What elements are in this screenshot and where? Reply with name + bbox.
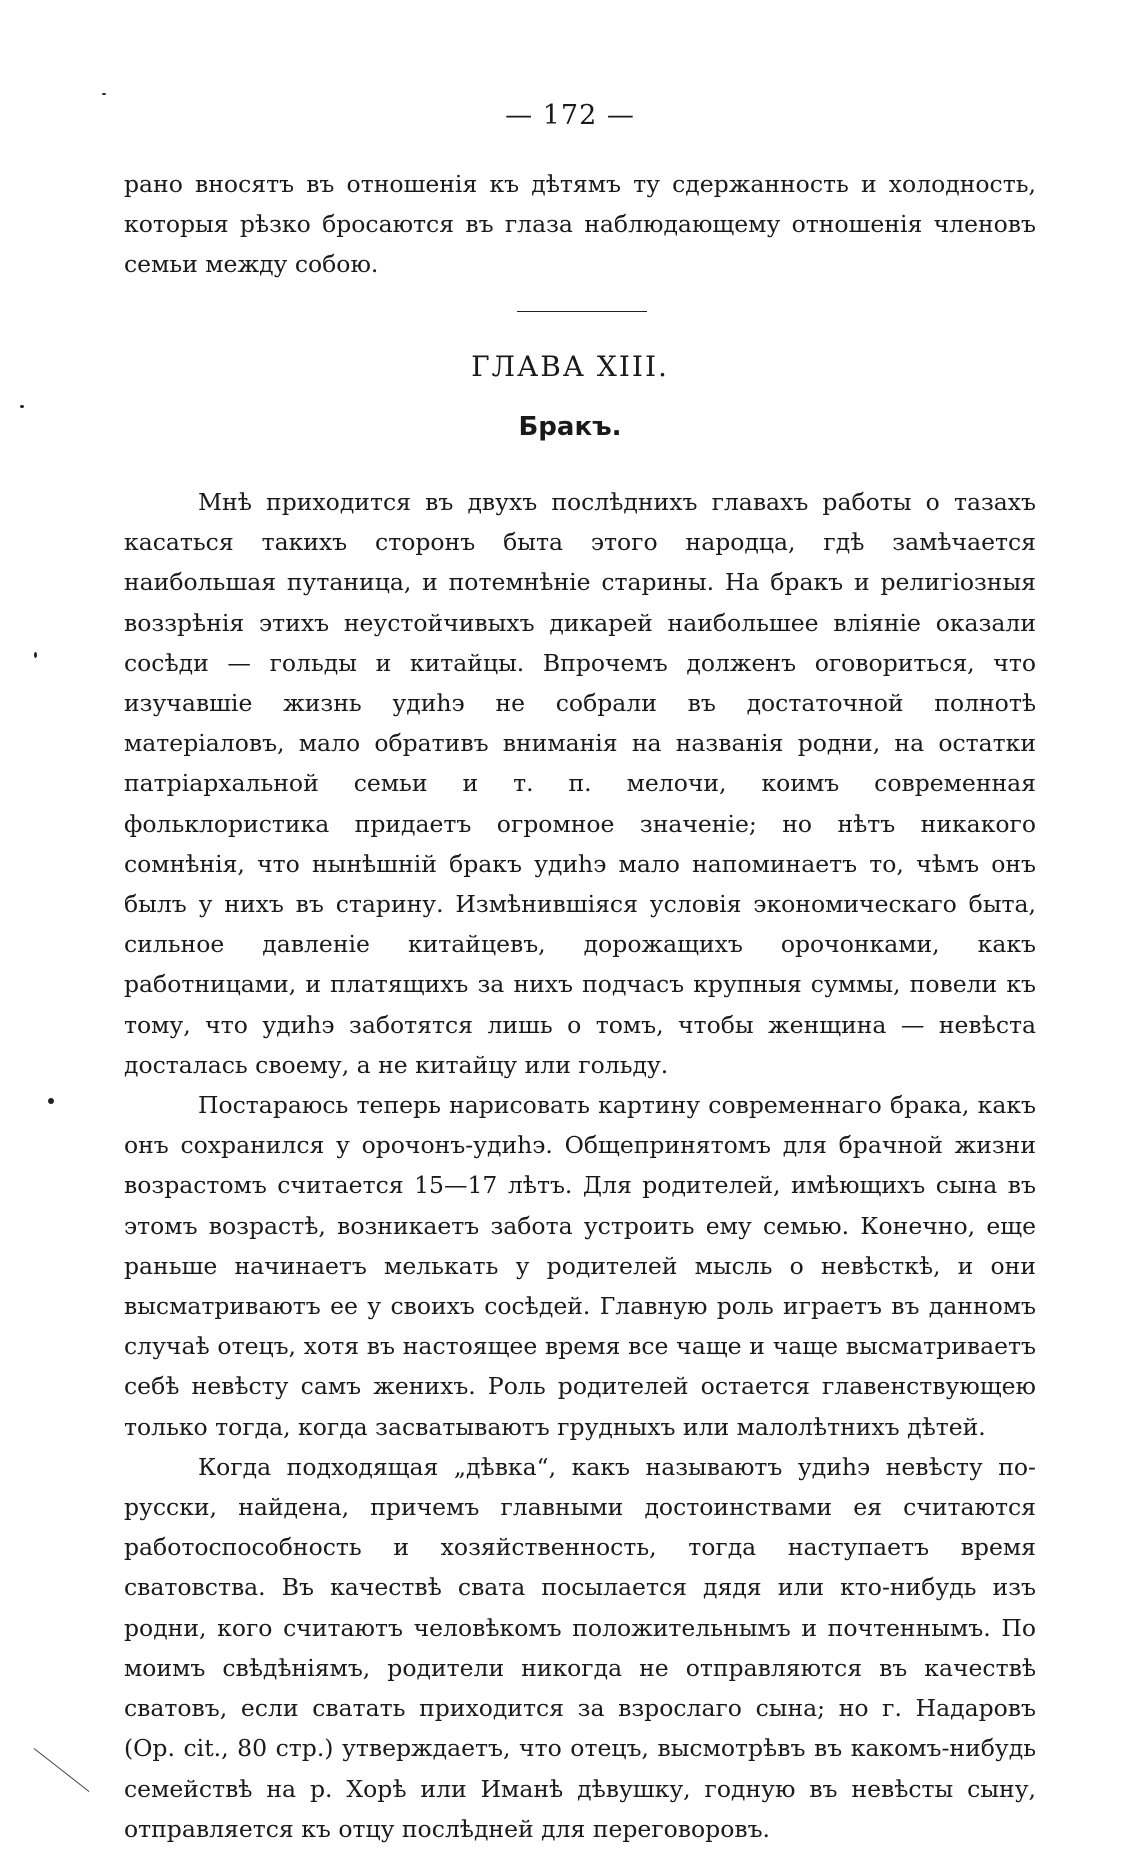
chapter-title: ГЛАВА XIII. [471, 350, 669, 383]
continuation-text: рано вносятъ въ отношенія къ дѣтямъ ту сдержанность и холодность, которыя рѣзко бросаются въ глаза наблюдающему отношенія членовъ семьи между собою. [124, 170, 1036, 279]
scan-speck [102, 93, 106, 95]
scan-speck [48, 1098, 54, 1104]
section-divider [517, 311, 647, 312]
scan-edge-mark [34, 1748, 90, 1792]
section-title: Бракъ. [518, 412, 622, 442]
continuation-paragraph [124, 164, 1036, 285]
chapter-body [124, 482, 1036, 1849]
page-number: — 172 — [505, 100, 635, 131]
paragraph: Когда подходящая „дѣвка“, какъ называютъ удиһэ невѣсту по-русски, найдена, причемъ главными достоинствами ея считаются работоспособность и хозяйственность, тогда наступаетъ время сватовства. Въ качествѣ свата посылается дядя или кто-нибудь изъ родни, кого считаютъ человѣкомъ положительнымъ и почтеннымъ. По моимъ свѣдѣніямъ, родители никогда не отправляются въ качествѣ сватовъ, если сватать приходится за взрослаго сына; но г. Надаровъ (Op. cit., 80 стр.) утверждаетъ, что отецъ, высмотрѣвъ въ какомъ-нибудь семействѣ на р. Хорѣ или Иманѣ дѣвушку, годную въ невѣсты сыну, отправляется къ отцу послѣдней для переговоровъ. [124, 1452, 1036, 1843]
scan-speck [20, 405, 24, 408]
paragraph: Постараюсь теперь нарисовать картину современнаго брака, какъ онъ сохранился у орочонъ-удиһэ. Общепринятомъ для брачной жизни возрастомъ считается 15—17 лѣтъ. Для родителей, имѣющихъ сына въ этомъ возрастѣ, возникаетъ забота устроить ему семью. Конечно, еще раньше начинаетъ мелькать у родителей мысль о невѣсткѣ, и они высматриваютъ ее у своихъ сосѣдей. Главную роль играетъ въ данномъ случаѣ отецъ, хотя въ настоящее время все чаще и чаще высматриваетъ себѣ невѣсту самъ женихъ. Роль родителей остается главенствующею только тогда, когда засватываютъ грудныхъ или малолѣтнихъ дѣтей. [124, 1091, 1036, 1441]
paragraph: Мнѣ приходится въ двухъ послѣднихъ главахъ работы о тазахъ касаться такихъ сторонъ быта этого народца, гдѣ замѣчается наибольшая путаница, и потемнѣніе старины. На бракъ и религіозныя воззрѣнія этихъ неустойчивыхъ дикарей наибольшее вліяніе оказали сосѣди — гольды и китайцы. Впрочемъ долженъ оговориться, что изучавшіе жизнь удиһэ не собрали въ достаточной полнотѣ матеріаловъ, мало обративъ вниманія на названія родни, на остатки патріархальной семьи и т. п. мелочи, коимъ современная фольклористика придаетъ огромное значеніе; но нѣтъ никакого сомнѣнія, что нынѣшній бракъ удиһэ мало напоминаетъ то, чѣмъ онъ былъ у нихъ въ старину. Измѣнившіяся условія экономическаго быта, сильное давленіе китайцевъ, дорожащихъ орочонками, какъ работницами, и платящихъ за нихъ подчасъ крупныя суммы, повели къ тому, что удиһэ заботятся лишь о томъ, чтобы женщина — невѣста досталась своему, а не китайцу или гольду. [124, 488, 1036, 1079]
scan-speck [34, 652, 37, 658]
